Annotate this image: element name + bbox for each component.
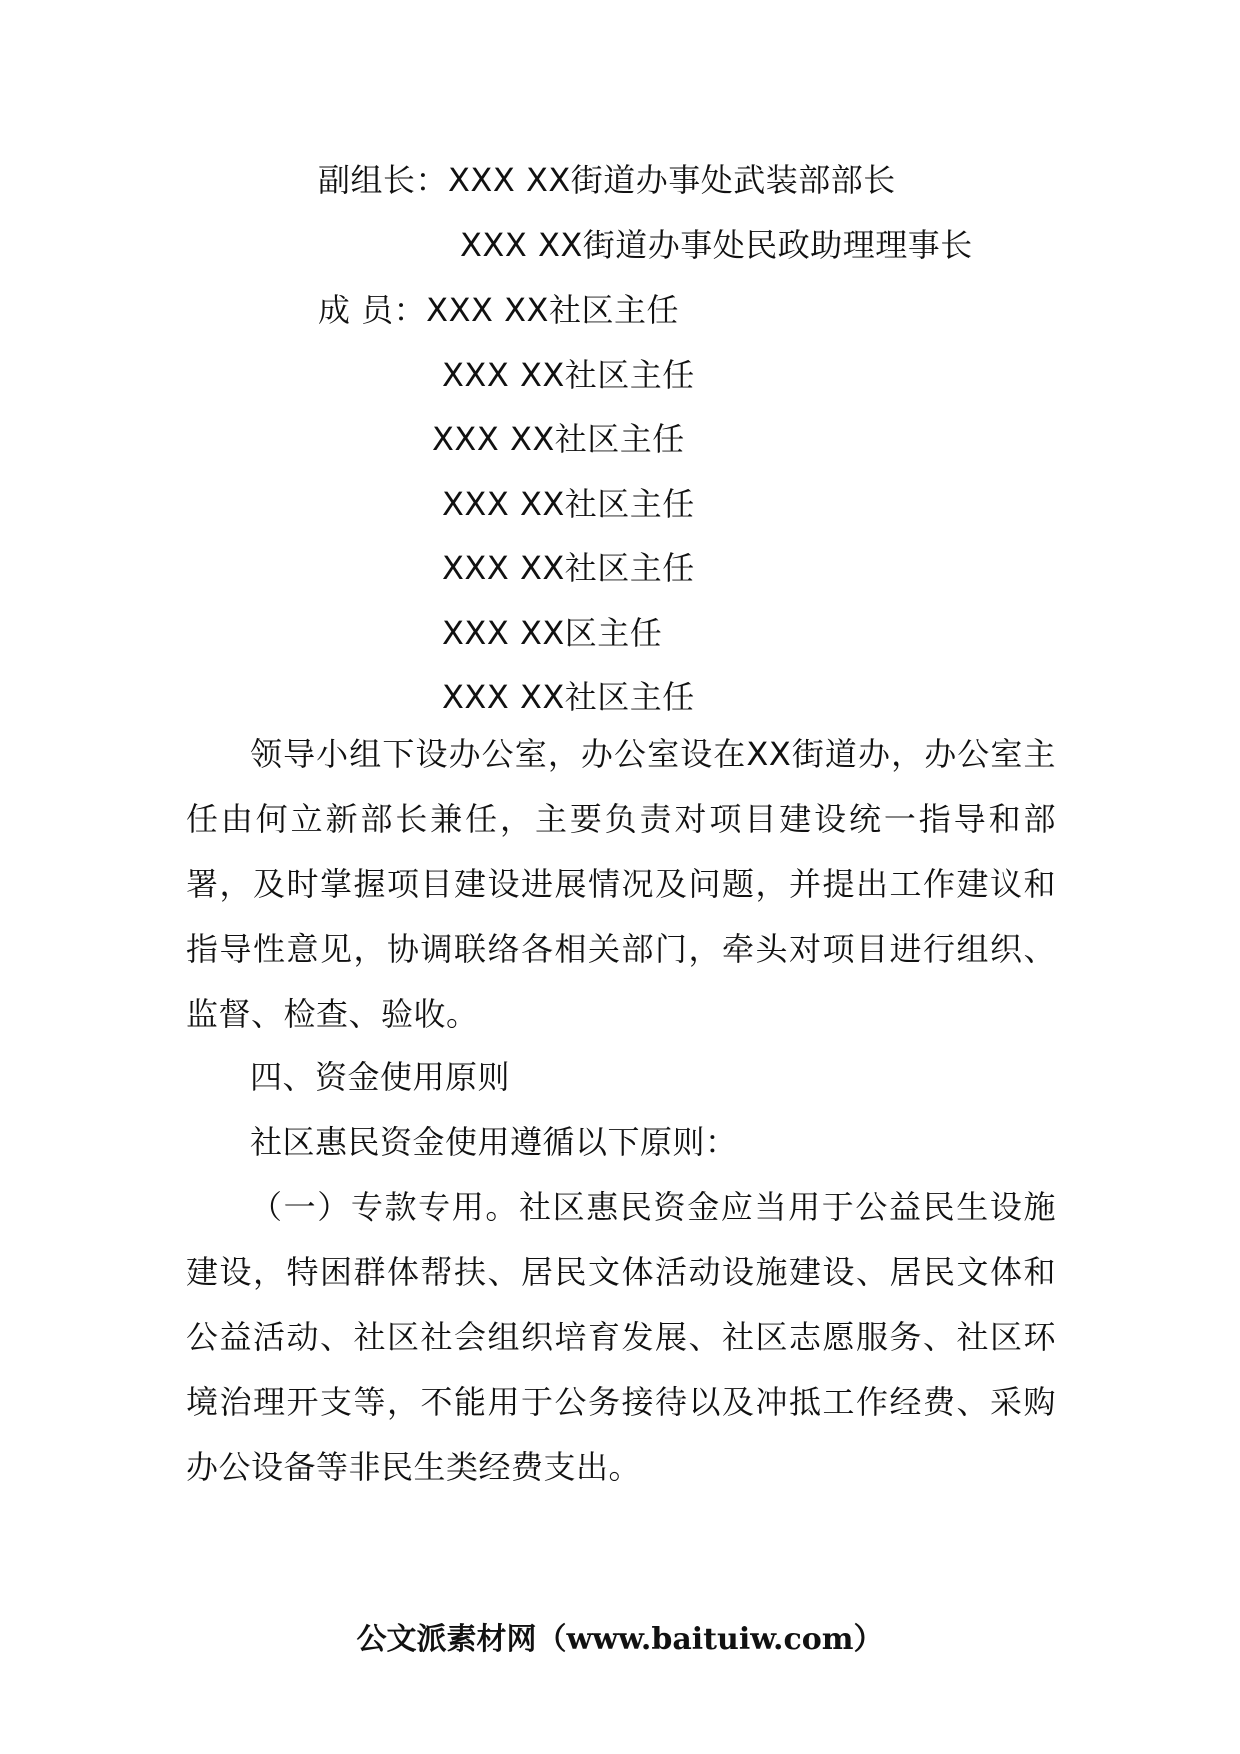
- office-paragraph: 领导小组下设办公室，办公室设在XX街道办，办公室主任由何立新部长兼任，主要负责对项目建设统一指导和部署，及时掌握项目建设进展情况及问题，并提出工作建议和指导性意见，协调联络各相关部门，牵头对项目进行组织、监督、检查、验收。: [186, 735, 1056, 1033]
- principle-one-paragraph: （一）专款专用。社区惠民资金应当用于公益民生设施建设，特困群体帮扶、居民文体活动设施建设、居民文体和公益活动、社区社会组织培育发展、社区志愿服务、社区环境治理开支等，不能用于公务接待以及冲抵工作经费、采购办公设备等非民生类经费支出。: [186, 1188, 1056, 1486]
- deputy-leader-line-1: 副组长：XXX XX街道办事处武装部部长: [318, 161, 896, 199]
- member-line-5: XXX XX社区主任: [442, 549, 695, 587]
- section-heading: 四、资金使用原则: [250, 1058, 511, 1096]
- member-line-4: XXX XX社区主任: [442, 485, 695, 523]
- member-line-7: XXX XX社区主任: [442, 678, 695, 716]
- member-line-2: XXX XX社区主任: [442, 356, 695, 394]
- member-line-1: 成 员：XXX XX社区主任: [318, 291, 679, 329]
- principles-intro: 社区惠民资金使用遵循以下原则：: [250, 1123, 738, 1161]
- member-line-3: XXX XX社区主任: [432, 420, 685, 458]
- footer-watermark: 公文派素材网（www.baituiw.com）: [356, 1622, 884, 1657]
- member-line-6: XXX XX区主任: [442, 614, 663, 652]
- deputy-leader-line-2: XXX XX街道办事处民政助理理事长: [460, 226, 973, 264]
